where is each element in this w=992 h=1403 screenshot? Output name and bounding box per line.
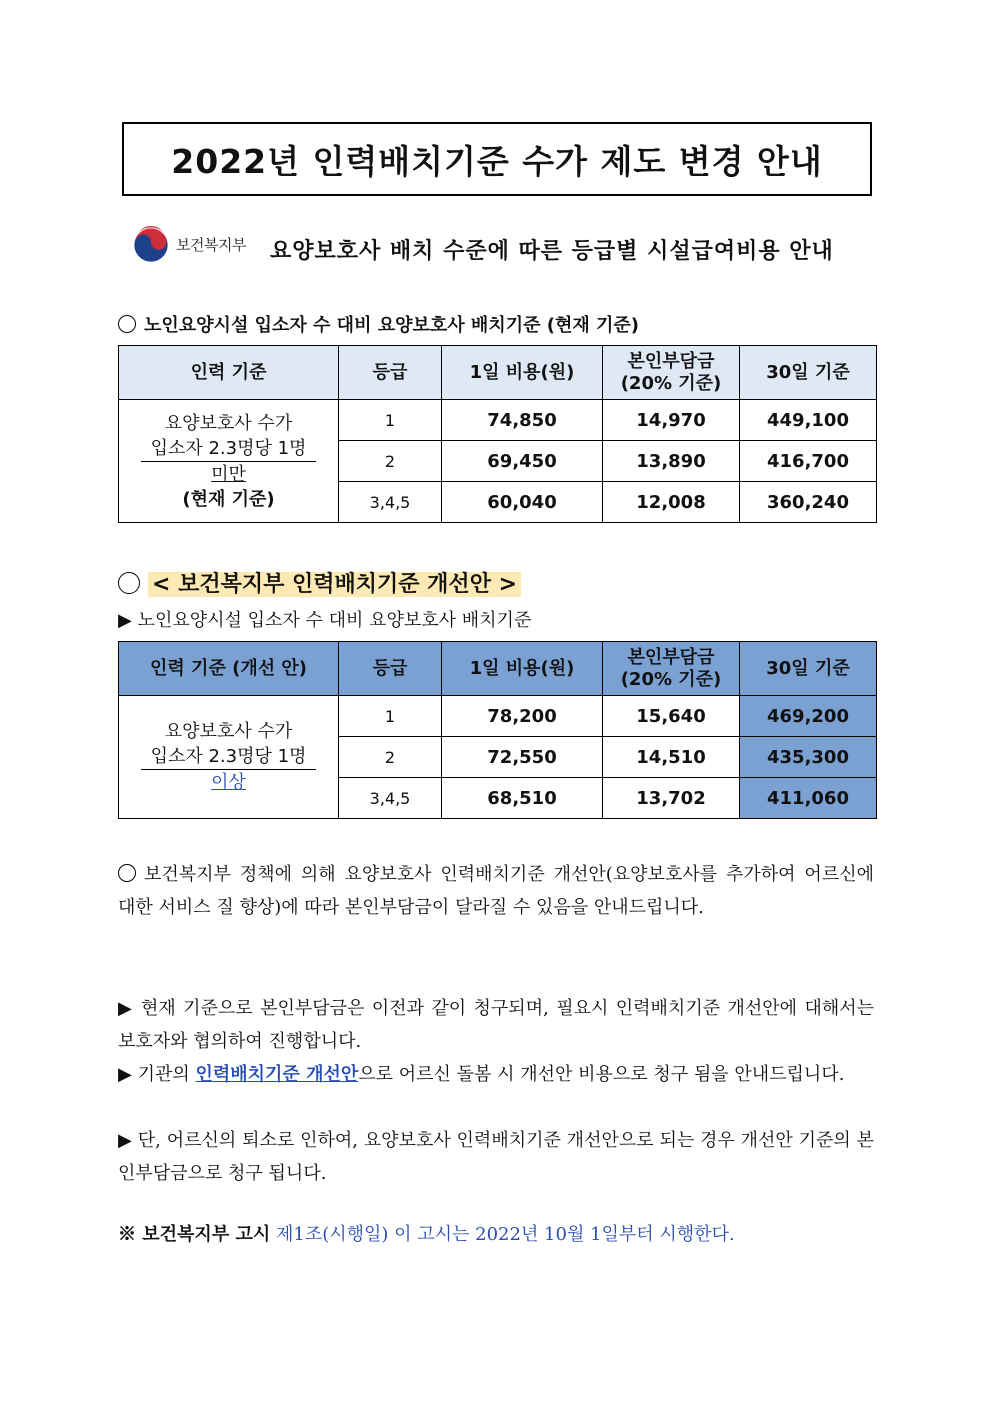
triangle-bullet-icon: ▶ [118, 1064, 132, 1085]
header-monthly: 30일 기준 [740, 642, 877, 696]
daily-cost-cell: 78,200 [442, 696, 603, 737]
monthly-cell: 360,240 [740, 482, 877, 523]
requirement-cell: 요양보호사 수가 입소자 2.3명당 1명 이상 [119, 696, 339, 819]
billing-paragraph: ▶ 현재 기준으로 본인부담금은 이전과 같이 청구되며, 필요시 인력배치기준 개선안에 대해서는 보호자와 협의하여 진행합니다. [118, 998, 874, 1052]
monthly-cell: 411,060 [740, 778, 877, 819]
header-grade: 등급 [339, 346, 442, 400]
daily-cost-cell: 74,850 [442, 400, 603, 441]
improved-subheading: ▶ 노인요양시설 입소자 수 대비 요양보호사 배치기준 [118, 610, 532, 631]
daily-cost-cell: 72,550 [442, 737, 603, 778]
improved-section-heading: < 보건복지부 인력배치기준 개선안 > [118, 567, 521, 598]
circle-bullet-icon [118, 572, 140, 594]
notice-label: ※ 보건복지부 고시 [118, 1224, 271, 1245]
table-row [119, 400, 877, 441]
grade-cell: 1 [339, 696, 442, 737]
copay-cell: 14,970 [603, 400, 740, 441]
institution-paragraph: ▶ 기관의 인력배치기준 개선안으로 어르신 돌봄 시 개선안 비용으로 청구 됨을 안내드립니다. [118, 1064, 845, 1085]
grade-cell: 2 [339, 737, 442, 778]
page-subtitle: 요양보호사 배치 수준에 따른 등급별 시설급여비용 안내 [270, 238, 834, 264]
monthly-cell: 435,300 [740, 737, 877, 778]
monthly-cell: 449,100 [740, 400, 877, 441]
daily-cost-cell: 68,510 [442, 778, 603, 819]
improved-fee-table [118, 641, 877, 819]
circle-bullet-icon [118, 315, 136, 333]
copay-cell: 13,890 [603, 441, 740, 482]
copay-cell: 14,510 [603, 737, 740, 778]
triangle-bullet-icon: ▶ [118, 998, 134, 1019]
discharge-paragraph: ▶ 단, 어르신의 퇴소로 인하여, 요양보호사 인력배치기준 개선안으로 되는 경우 개선안 기준의 본인부담금으로 청구 됩니다. [118, 1130, 875, 1184]
grade-cell: 3,4,5 [339, 778, 442, 819]
grade-cell: 3,4,5 [339, 482, 442, 523]
copay-cell: 15,640 [603, 696, 740, 737]
table-header-row [119, 346, 877, 400]
ministry-header [132, 222, 872, 272]
circle-bullet-icon [118, 864, 136, 882]
requirement-cell: 요양보호사 수가 입소자 2.3명당 1명 미만 (현재 기준) [119, 400, 339, 523]
triangle-bullet-icon: ▶ [118, 610, 132, 631]
header-monthly: 30일 기준 [740, 346, 877, 400]
table-row [119, 696, 877, 737]
monthly-cell: 416,700 [740, 441, 877, 482]
triangle-bullet-icon: ▶ [118, 1130, 132, 1151]
header-copay: 본인부담금 (20% 기준) [603, 346, 740, 400]
korea-taegeuk-logo-icon [132, 226, 170, 264]
ministry-notice [118, 1220, 735, 1246]
notice-text: 제1조(시행일) 이 고시는 2022년 10월 1일부터 시행한다. [275, 1224, 735, 1245]
header-requirement: 인력 기준 (개선 안) [119, 642, 339, 696]
current-section-heading: 노인요양시설 입소자 수 대비 요양보호사 배치기준 (현재 기준) [118, 311, 639, 337]
copay-cell: 13,702 [603, 778, 740, 819]
page-title: 2022년 인력배치기준 수가 제도 변경 안내 [122, 122, 872, 196]
header-grade: 등급 [339, 642, 442, 696]
header-copay: 본인부담금 (20% 기준) [603, 642, 740, 696]
monthly-cell: 469,200 [740, 696, 877, 737]
copay-cell: 12,008 [603, 482, 740, 523]
policy-paragraph: 보건복지부 정책에 의해 요양보호사 인력배치기준 개선안(요양보호사를 추가하여 어르신에 대한 서비스 질 향상)에 따라 본인부담금이 달라질 수 있음을 안내드립니다. [118, 864, 874, 918]
table-header-row [119, 642, 877, 696]
header-daily-cost: 1일 비용(원) [442, 346, 603, 400]
daily-cost-cell: 69,450 [442, 441, 603, 482]
header-requirement: 인력 기준 [119, 346, 339, 400]
header-daily-cost: 1일 비용(원) [442, 642, 603, 696]
grade-cell: 2 [339, 441, 442, 482]
ministry-logo-text: 보건복지부 [176, 236, 246, 254]
daily-cost-cell: 60,040 [442, 482, 603, 523]
improved-plan-link[interactable]: 인력배치기준 개선안 [195, 1064, 359, 1085]
current-fee-table [118, 345, 877, 523]
grade-cell: 1 [339, 400, 442, 441]
